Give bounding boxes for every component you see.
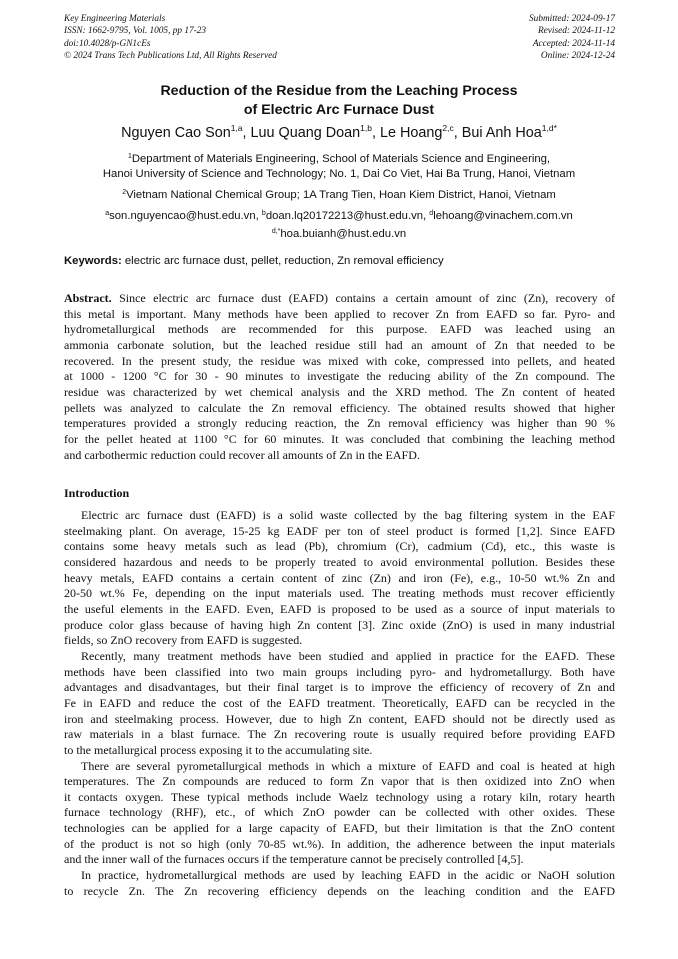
paragraph-line: contains some heavy metals such as lead (Pb), chromium (Cr), cadmium (Cd), etc., this waste is xyxy=(64,539,615,554)
title-line-1: Reduction of the Residue from the Leaching Process xyxy=(160,83,518,99)
email-link[interactable]: hoa.buianh@hust.edu.vn xyxy=(280,228,407,240)
paragraph-line: Recently, many treatment methods have been studied and applied in practice for the EAFD. These xyxy=(81,648,615,663)
submitted-date: Submitted: 2024-09-17 xyxy=(529,14,615,24)
paragraph-line: to recycle Zn. The Zn recovering efficiency depends on the leaching condition and the EAFD xyxy=(64,883,615,898)
author-2: Luu Quang Doan$^{1,b}$, xyxy=(250,123,380,141)
affiliation-1: $^1$Department of Materials Engineering, School of Materials Science and Engineering, Hanoi University of Science and Technology; No. 1, Dai Co Viet, Hai Ba Trung, Hanoi, Vietnam xyxy=(102,153,576,180)
paragraph-line: advantages and disadvantages, but their final target is to improve the efficiency of recovery of Zn and xyxy=(64,680,615,695)
email-link[interactable]: son.nguyencao@hust.edu.vn, xyxy=(109,210,262,222)
keywords-text: electric arc furnace dust, pellet, reduction, Zn removal efficiency xyxy=(121,255,444,267)
paragraph-line: to the metallurgical process exposing it to the accumulating site. xyxy=(64,742,373,757)
author-list xyxy=(0,123,678,141)
paragraph-line: heavy metals, EAFD contains a certain content of zinc (Zn) and iron (Fe), e.g., 10-50 wt.% Zn and xyxy=(64,570,615,585)
abstract-line: this metal is important. Many methods have been applied to recover Zn from EAFD so far. Pyro- and xyxy=(64,306,615,321)
paragraph-line: temperatures. The Zn compounds are reduced to form Zn vapor that is then oxidized into ZnO when xyxy=(64,774,615,789)
abstract-line: at 1000 - 1200 °C for 30 - 90 minutes to investigate the reducing ability of the Zn compound. The xyxy=(64,369,615,384)
online-date: Online: 2024-12-24 xyxy=(540,50,615,61)
email-link[interactable]: doan.lq20172213@hust.edu.vn, xyxy=(265,210,430,222)
abstract-line: pellets was analyzed to calculate the Zn removal efficiency. The obtained results showed that higher xyxy=(64,400,615,415)
paragraph-line: considered hazardous and needs to be properly treated to avoid environmental pollution. Besides these xyxy=(64,554,615,569)
email-link[interactable]: lehoang@vinachem.com.vn xyxy=(433,210,573,222)
paper-title xyxy=(0,82,678,119)
paragraph-line: fields, so ZnO recovery from EAFD is suggested. xyxy=(64,633,303,648)
paragraph-line: Fe in EAFD and reduce the cost of the EAFD treatment. Theoretically, EAFD can be recycled in the xyxy=(64,695,615,710)
journal-info xyxy=(64,13,277,62)
paragraph-line: There are several pyrometallurgical methods in which a mixture of EAFD and coal is heated at high xyxy=(81,758,615,773)
abstract xyxy=(64,291,615,463)
introduction-body xyxy=(64,508,615,899)
issn: ISSN: 1662-9795, Vol. 1005, pp 17-23 xyxy=(64,26,207,37)
paragraph-line: Electric arc furnace dust (EAFD) is a solid waste collected by the bag filtering system in the EAF xyxy=(81,508,615,522)
revised-date: Revised: 2024-11-12 xyxy=(537,26,615,37)
paragraph-line: produce color glass because of having high Zn content [3]. Zinc oxide (ZnO) is used in many industrial xyxy=(64,617,615,632)
title-line-2: of Electric Arc Furnace Dust xyxy=(243,101,435,118)
copyright: © 2024 Trans Tech Publications Ltd, All Rights Reserved xyxy=(64,50,277,61)
paragraph-line: the useful elements in the EAFD. Even, EAFD is proposed to be used as a source of input materials to xyxy=(64,601,615,616)
author-3: Le Hoang$^{2,c}$, xyxy=(379,123,462,141)
publication-dates xyxy=(529,13,615,62)
author-1: Nguyen Cao Son$^{1,a}$, xyxy=(121,123,251,141)
abstract-line: residue was characterized by wet chemical analysis and the XRD method. The Zn content of heated xyxy=(64,384,615,399)
keywords xyxy=(64,255,615,267)
keywords-label: Keywords: xyxy=(64,255,122,267)
paragraph-line: of the product is not so high (only 70-85 wt.%). In addition, the adherence between the input materials xyxy=(64,836,615,851)
abstract-line: Abstract. Since electric arc furnace dust (EAFD) contains a certain amount of zinc (Zn), recovery of xyxy=(64,291,615,305)
author-4: Bui Anh Hoa$^{1,d*}$ xyxy=(461,123,557,141)
section-heading-introduction: Introduction xyxy=(64,486,130,500)
affiliation-2: $^2$Vietnam National Chemical Group; 1A Trang Tien, Hoan Kiem District, Hanoi, Vietnam xyxy=(122,189,556,201)
abstract-line: temperatures provided a strongly reducing reaction, the Zn removal efficiency was higher than 90 % xyxy=(64,416,615,431)
paragraph-line: steelmaking plant. On average, 15-25 kg EADF per ton of steel product is formed [1,2]. Since EAFD xyxy=(64,523,615,538)
author-emails: $^a$son.nguyencao@hust.edu.vn, $^b$doan.lq20172213@hust.edu.vn, $^d$lehoang@vinachem.com.vn $^{d,*}$hoa.buianh@hust.edu.vn xyxy=(105,210,573,240)
accepted-date: Accepted: 2024-11-14 xyxy=(532,38,615,49)
abstract-line: and carbothermic reduction could recover all amounts of Zn in the EAFD. xyxy=(64,447,420,462)
paragraph-line: methods have been classified into two main groups including pyro- and hydrometallurgy. Both have xyxy=(64,664,615,679)
paragraph-line: furnace technology (RHF), etc., of which ZnO powder can be collected with other oxides. These xyxy=(64,805,615,820)
paragraph-line: iron and steelmaking process. However, due to high Zn content, EAFD should not be directly used as xyxy=(64,711,615,726)
journal-name: Key Engineering Materials xyxy=(64,14,166,24)
abstract-line: hydrometallurgical methods are recommended for this purpose. EAFD was leached using an xyxy=(64,322,615,337)
abstract-line: recovered. In the present study, the residue was mixed with coke, compressed into pellets, and heated xyxy=(64,353,615,368)
abstract-line: for the pellet heated at 1100 °C for 60 minutes. It was concluded that combining the leaching method xyxy=(64,431,615,446)
paragraph-line: 20-50 wt.% Fe, depending on the input materials used. The treating methods must recover efficiently xyxy=(64,586,615,601)
paragraph-line: technologies can be applied for a large capacity of EAFD, but their limitation is that the ZnO content xyxy=(64,821,615,836)
paragraph-line: raw materials in a blast furnace. The Zn recovering route is usually required before providing EAFD xyxy=(64,727,615,742)
paragraph-line: it contacts oxygen. These typical methods include Waelz technology using a rotary kiln, rotary hearth xyxy=(64,789,615,804)
paragraph-line: In practice, hydrometallurgical methods are used by leaching EAFD in the acidic or NaOH solution xyxy=(81,868,615,883)
doi: doi:10.4028/p-GN1cEs xyxy=(64,38,151,49)
paragraph-line: and the inner wall of the furnaces occurs if the temperature cannot be precisely controlled [4,5]. xyxy=(64,852,524,867)
abstract-line: ammonia carbonate solution, but the leached residue still had an amount of Zn that needed to be xyxy=(64,337,615,352)
